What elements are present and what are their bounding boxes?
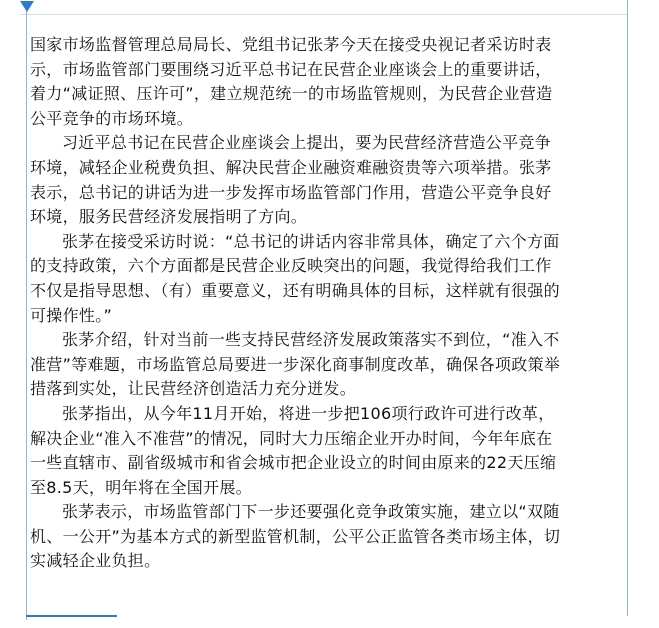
frame-bottom-accent xyxy=(26,615,117,617)
frame-top-border xyxy=(20,14,628,15)
triangle-down-icon xyxy=(20,1,34,12)
article-paragraph: 张茅在接受采访时说：“总书记的讲话内容非常具体，确定了六个方面的支持政策，六个方面都是民营企业反映突出的问题，我觉得给我们工作不仅是指导思想、（有）重要意义，还有明确具体的目标，这样就有很强的可操作性。” xyxy=(30,231,560,325)
article-paragraph: 张茅指出，从今年11月开始，将进一步把106项行政许可进行改革，解决企业“准入不准营”的情况，同时大力压缩企业开办时间，今年年底在一些直辖市、副省级城市和省会城市把企业设立的时间由原来的22天压缩至8.5天，明年将在全国开展。 xyxy=(30,403,557,497)
article-paragraph: 国家市场监督管理总局局长、党组书记张茅今天在接受央视记者采访时表示，市场监管部门要围绕习近平总书记在民营企业座谈会上的重要讲话，着力“减证照、压许可”，建立规范统一的市场监管规则，为民营企业营造公平竞争的市场环境。 xyxy=(30,35,553,128)
article-body xyxy=(30,33,564,574)
frame-left-border xyxy=(26,4,27,620)
article-paragraph: 张茅介绍，针对当前一些支持民营经济发展政策落实不到位，“准入不准营”等难题，市场监管总局要进一步深化商事制度改革，确保各项政策举措落到实处，让民营经济创造活力充分迸发。 xyxy=(30,330,561,399)
article-paragraph: 习近平总书记在民营企业座谈会上提出，要为民营经济营造公平竞争环境，减轻企业税费负担、解决民营企业融资难融资贵等六项举措。张茅表示，总书记的讲话为进一步发挥市场监管部门作用，营造公平竞争良好环境，服务民营经济发展指明了方向。 xyxy=(30,133,552,227)
frame-right-border xyxy=(627,0,628,616)
article-paragraph: 张茅表示，市场监管部门下一步还要强化竞争政策实施，建立以“双随机、一公开”为基本方式的新型监管机制，公平公正监管各类市场主体，切实减轻企业负担。 xyxy=(30,502,561,571)
